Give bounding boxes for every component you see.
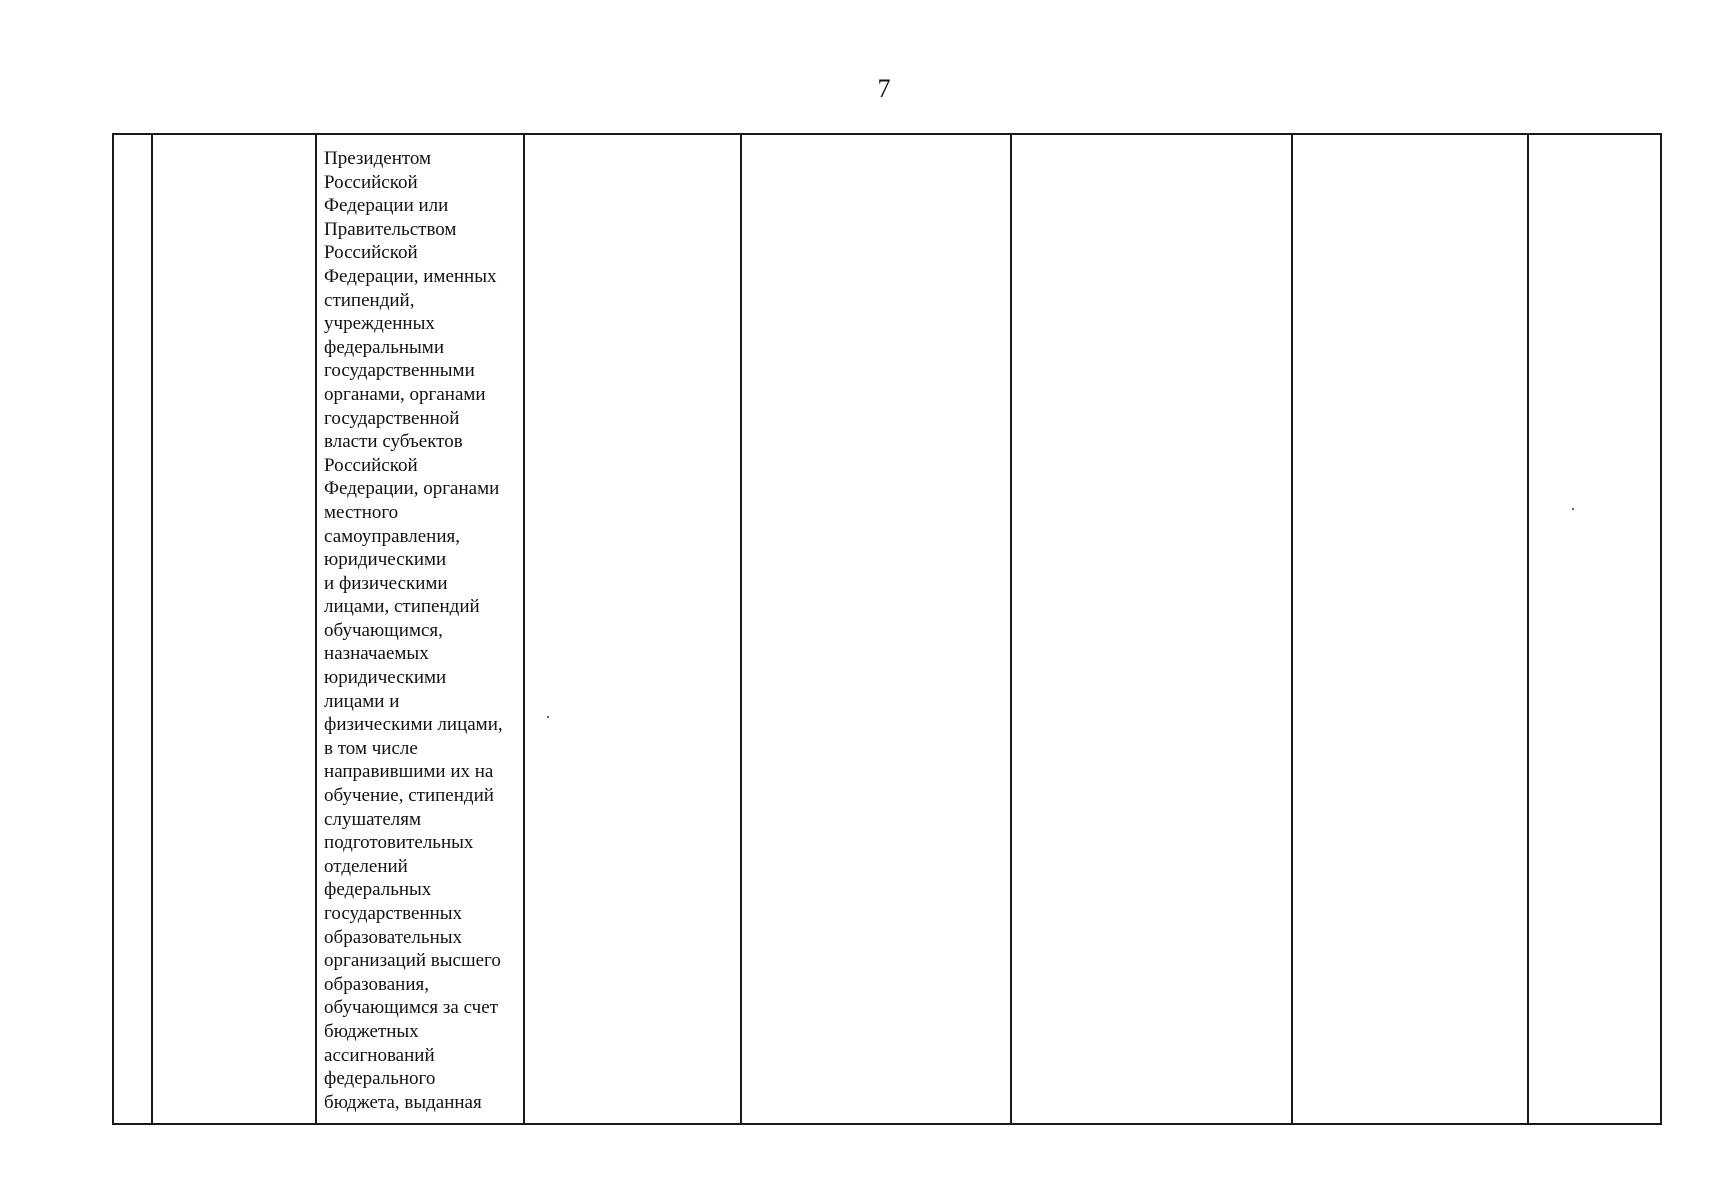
scan-speck: [1572, 508, 1574, 510]
table-cell-2: [152, 134, 316, 1124]
table-cell-1: [113, 134, 152, 1124]
table-row: [113, 134, 1661, 1124]
table-cell-5: [741, 134, 1010, 1124]
table-cell-8: [1528, 134, 1661, 1124]
description-text: Президентом Российской Федерации или Правительством Российской Федерации, именных стипендий, учрежденных федеральными государственными органами, органами государственной власти субъектов Российской Федерации, органами местного самоуправления, юридическими и физическими лицами, стипендий обучающимся, назначаемых юридическими лицами и физическими лицами, в том числе направившими их на обучение, стипендий слушателям подготовительных отделений федеральных государственных образовательных организаций высшего образования, обучающимся за счет бюджетных ассигнований федерального бюджета, выданная: [324, 148, 503, 1113]
page-number: 7: [877, 74, 891, 103]
document-table: [112, 133, 1662, 1125]
table-cell-4: [524, 134, 741, 1124]
table-cell-7: [1292, 134, 1528, 1124]
scan-speck: [547, 716, 549, 718]
table-cell-3-description: [316, 134, 524, 1124]
table-cell-6: [1011, 134, 1292, 1124]
